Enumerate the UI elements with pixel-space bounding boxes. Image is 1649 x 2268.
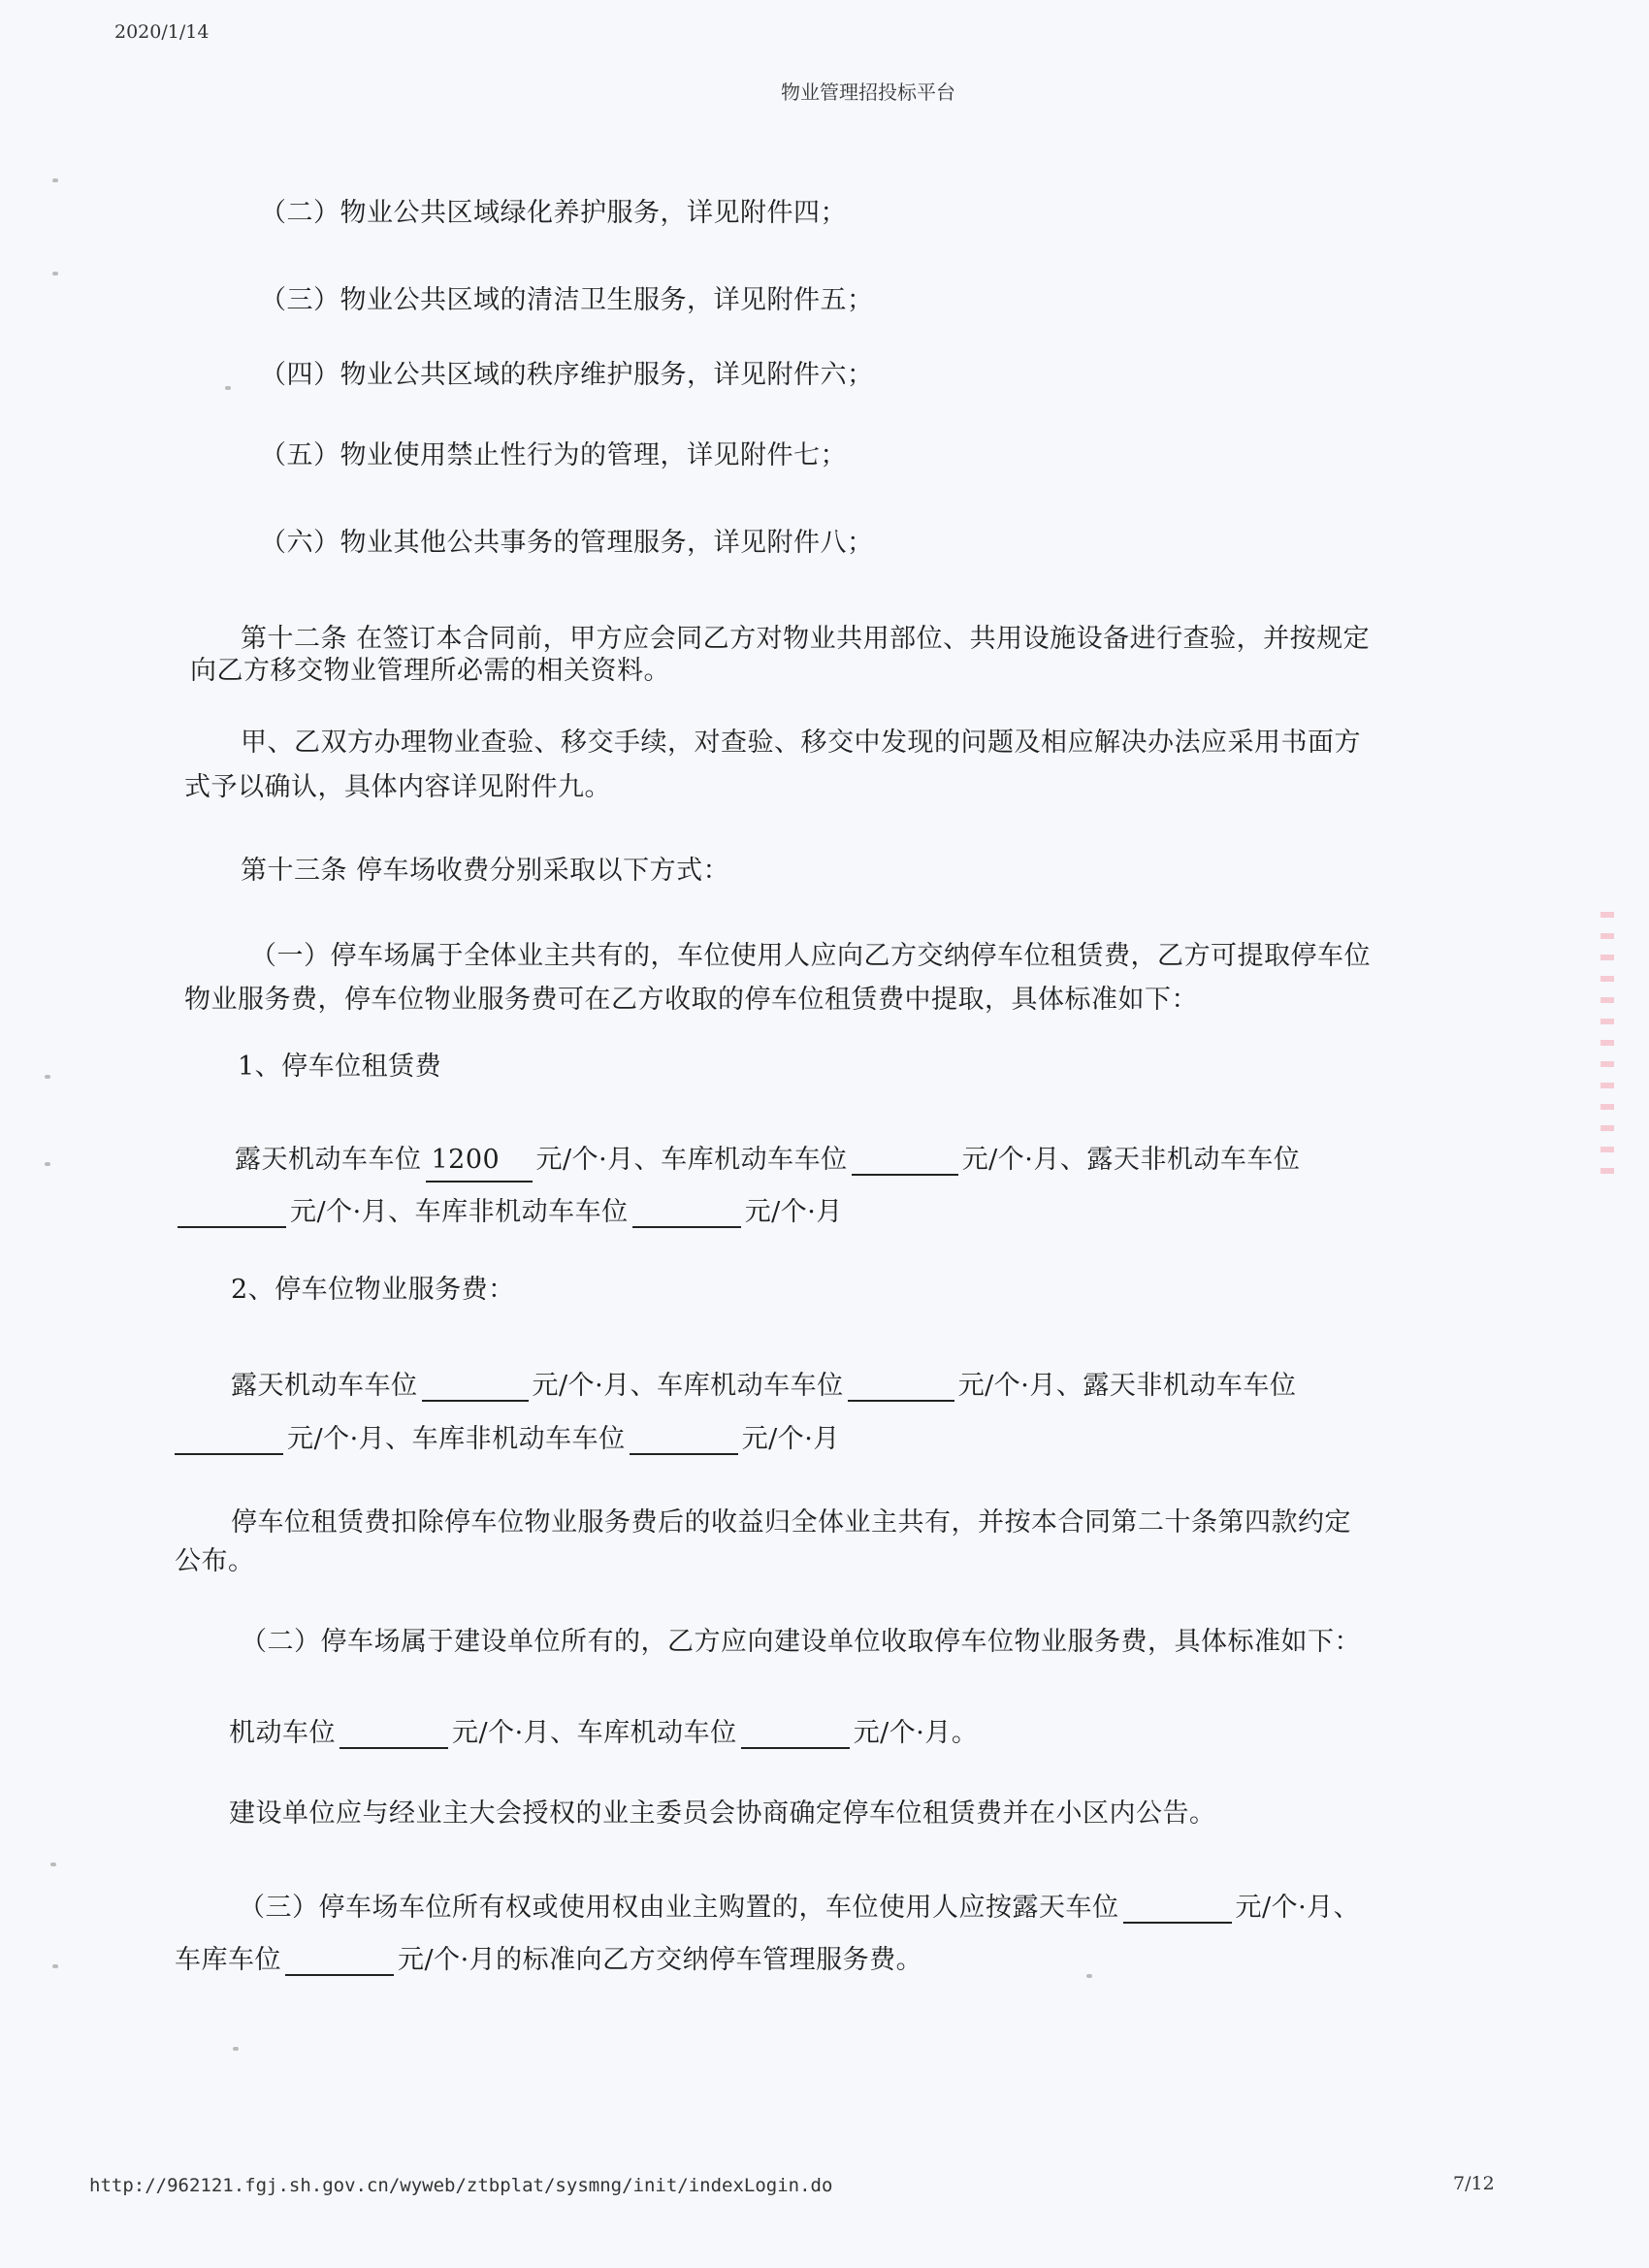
item3-outdoor-field (1123, 1893, 1232, 1924)
article-12-para2-line2: 式予以确认，具体内容详见附件九。 (184, 772, 611, 802)
article-12-line2: 向乙方移交物业管理所必需的相关资料。 (190, 656, 670, 686)
item3-garage-unit: 元/个·月的标准向乙方交纳停车管理服务费。 (398, 1945, 923, 1975)
service-fee-heading: 2、停车位物业服务费： (231, 1275, 515, 1305)
print-date: 2020/1/14 (114, 21, 210, 43)
svc-garage-nonmotor-field (630, 1424, 738, 1455)
page-header-title: 物业管理招投标平台 (781, 81, 955, 104)
scan-speck (225, 386, 231, 390)
dev-garage-unit: 元/个·月。 (853, 1718, 979, 1748)
svc-garage-nonmotor-label: 元/个·月、车库非机动车车位 (287, 1424, 626, 1454)
developer-fee-line (229, 1710, 978, 1750)
dev-motor-field (340, 1718, 448, 1749)
page-number: 7/12 (1453, 2173, 1495, 2194)
svc-garage-motor-label: 元/个·月、车库机动车车位 (532, 1371, 844, 1401)
clause-2: （二）物业公共区域绿化养护服务，详见附件四； (260, 198, 847, 228)
article-13-item1-line1: （一）停车场属于全体业主共有的，车位使用人应向乙方交纳停车位租赁费，乙方可提取停车位 (250, 941, 1371, 971)
article-13-item1-line2: 物业服务费，停车位物业服务费可在乙方收取的停车位租赁费中提取，具体标准如下： (184, 985, 1198, 1015)
svc-garage-nonmotor-unit: 元/个·月 (741, 1424, 840, 1454)
dev-garage-label: 元/个·月、车库机动车位 (452, 1718, 737, 1748)
profit-line1: 停车位租赁费扣除停车位物业服务费后的收益归全体业主共有，并按本合同第二十条第四款约定 (231, 1507, 1351, 1538)
article-12-para2-line1: 甲、乙双方办理物业查验、移交手续，对查验、移交中发现的问题及相应解决办法应采用书面方 (241, 728, 1361, 758)
svc-outdoor-motor-label: 露天机动车车位 (231, 1371, 418, 1401)
profit-line2: 公布。 (175, 1546, 255, 1576)
scan-speck (52, 178, 58, 182)
scan-speck (52, 1964, 58, 1968)
scan-speck (52, 272, 58, 275)
scan-speck (45, 1162, 50, 1166)
footer-url: http://962121.fgj.sh.gov.cn/wyweb/ztbplat/sysmng/init/indexLogin.do (89, 2175, 833, 2196)
rent-line1 (235, 1137, 1300, 1177)
clause-6: （六）物业其他公共事务的管理服务，详见附件八； (260, 528, 874, 558)
rent-line2 (178, 1189, 843, 1229)
scan-edge-stain (1600, 912, 1614, 1174)
article-13-item3-line1 (239, 1885, 1360, 1925)
rent-garage-motor-field (852, 1145, 958, 1176)
clause-3: （三）物业公共区域的清洁卫生服务，详见附件五； (260, 285, 874, 315)
svc-outdoor-nonmotor-field (175, 1424, 283, 1455)
clause-4: （四）物业公共区域的秩序维护服务，详见附件六； (260, 360, 874, 390)
rent-garage-nonmotor-label: 元/个·月、车库非机动车车位 (290, 1197, 629, 1227)
rent-garage-nonmotor-field (632, 1197, 741, 1228)
item3-garage-field (285, 1945, 394, 1976)
svc-outdoor-motor-field (422, 1371, 529, 1402)
developer-note: 建设单位应与经业主大会授权的业主委员会协商确定停车位租赁费并在小区内公告。 (229, 1798, 1216, 1829)
scan-speck (233, 2047, 239, 2051)
rent-outdoor-motor-label: 露天机动车车位 (235, 1145, 422, 1175)
scan-speck (50, 1863, 56, 1866)
rent-garage-motor-label: 元/个·月、车库机动车车位 (535, 1145, 848, 1175)
service-fee-line1 (231, 1363, 1296, 1403)
article-13-item3-line2 (175, 1937, 922, 1977)
scan-speck (1086, 1974, 1092, 1978)
article-12-line1: 第十二条 在签订本合同前，甲方应会同乙方对物业共用部位、共用设施设备进行查验，并按规定 (241, 624, 1371, 654)
article-13-title: 第十三条 停车场收费分别采取以下方式： (241, 856, 730, 886)
rent-garage-nonmotor-unit: 元/个·月 (744, 1197, 843, 1227)
rent-outdoor-nonmotor-label: 元/个·月、露天非机动车车位 (961, 1145, 1301, 1175)
rent-outdoor-motor-value: 1200 (431, 1145, 501, 1175)
svc-garage-motor-field (848, 1371, 954, 1402)
dev-garage-field (741, 1718, 850, 1749)
svc-outdoor-nonmotor-label: 元/个·月、露天非机动车车位 (957, 1371, 1297, 1401)
scan-speck (45, 1075, 50, 1079)
clause-5: （五）物业使用禁止性行为的管理，详见附件七； (260, 440, 847, 470)
rent-outdoor-nonmotor-field (178, 1197, 286, 1228)
article-13-item2: （二）停车场属于建设单位所有的，乙方应向建设单位收取停车位物业服务费，具体标准如下： (241, 1627, 1361, 1657)
item3-outdoor-unit: 元/个·月、 (1235, 1893, 1361, 1923)
rent-heading: 1、停车位租赁费 (238, 1052, 442, 1082)
rent-outdoor-motor-field (426, 1145, 533, 1183)
item3-garage-label: 车库车位 (175, 1945, 281, 1975)
dev-motor-label: 机动车位 (229, 1718, 336, 1748)
service-fee-line2 (175, 1416, 840, 1456)
item3-outdoor-label: （三）停车场车位所有权或使用权由业主购置的，车位使用人应按露天车位 (239, 1893, 1119, 1923)
